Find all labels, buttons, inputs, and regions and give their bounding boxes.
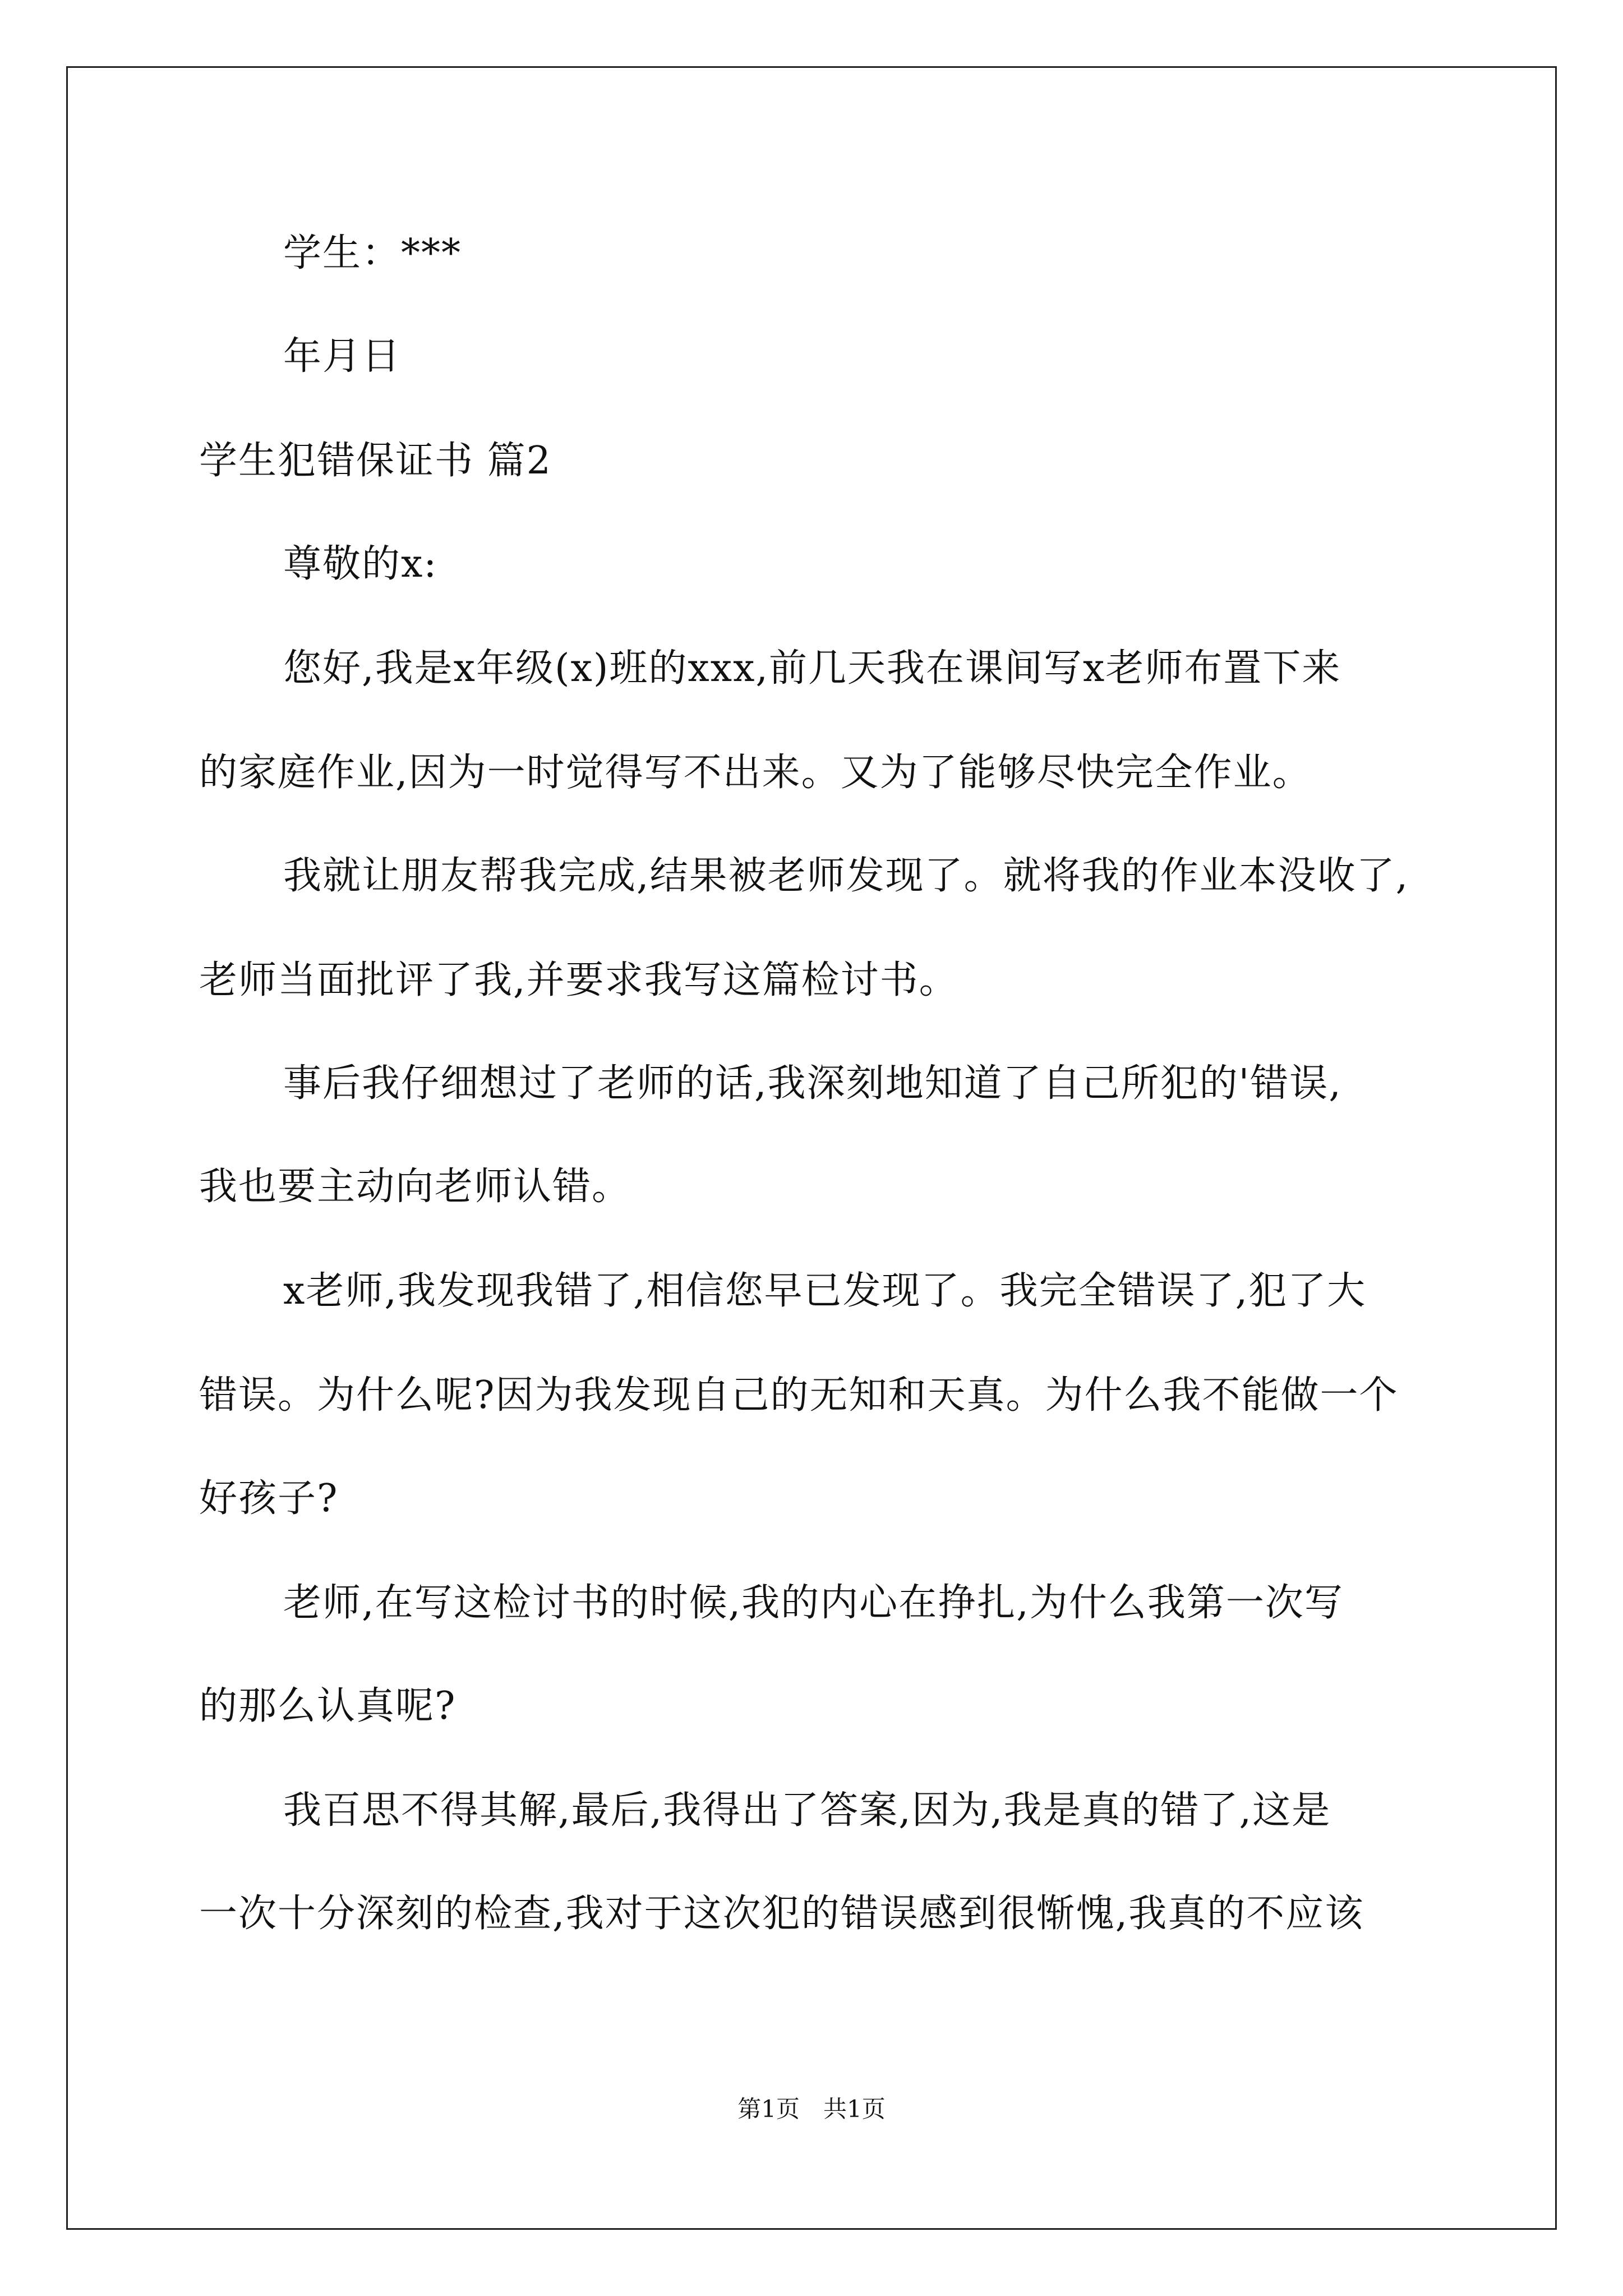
signature-student: 学生：*** xyxy=(283,231,462,275)
paragraph-line: 我就让朋友帮我完成,结果被老师发现了。就将我的作业本没收了, xyxy=(283,854,1409,898)
paragraph-line: x老师,我发现我错了,相信您早已发现了。我完全错误了,犯了大 xyxy=(283,1269,1367,1313)
paragraph-line: 错误。为什么呢?因为我发现自己的无知和天真。为什么我不能做一个 xyxy=(199,1373,1399,1418)
page-number-footer: 第1页 共1页 xyxy=(737,2095,886,2123)
paragraph-line: 的家庭作业,因为一时觉得写不出来。又为了能够尽快完全作业。 xyxy=(199,751,1312,795)
paragraph-line: 事后我仔细想过了老师的话,我深刻地知道了自己所犯的'错误, xyxy=(283,1061,1342,1106)
section-title: 学生犯错保证书 篇2 xyxy=(199,439,552,483)
paragraph-line: 我也要主动向老师认错。 xyxy=(199,1165,631,1209)
salutation: 尊敬的x: xyxy=(283,542,438,586)
paragraph-line: 老师当面批评了我,并要求我写这篇检讨书。 xyxy=(199,958,958,1002)
signature-date: 年月日 xyxy=(283,334,402,379)
paragraph-line: 您好,我是x年级(x)班的xxx,前几天我在课间写x老师布置下来 xyxy=(283,646,1341,691)
paragraph-line: 一次十分深刻的检查,我对于这次犯的错误感到很惭愧,我真的不应该 xyxy=(199,1892,1364,1936)
paragraph-line: 我百思不得其解,最后,我得出了答案,因为,我是真的错了,这是 xyxy=(283,1788,1331,1833)
paragraph-line: 好孩子? xyxy=(199,1476,339,1521)
paragraph-line: 老师,在写这检讨书的时候,我的内心在挣扎,为什么我第一次写 xyxy=(283,1581,1344,1625)
paragraph-line: 的那么认真呢? xyxy=(199,1684,457,1728)
